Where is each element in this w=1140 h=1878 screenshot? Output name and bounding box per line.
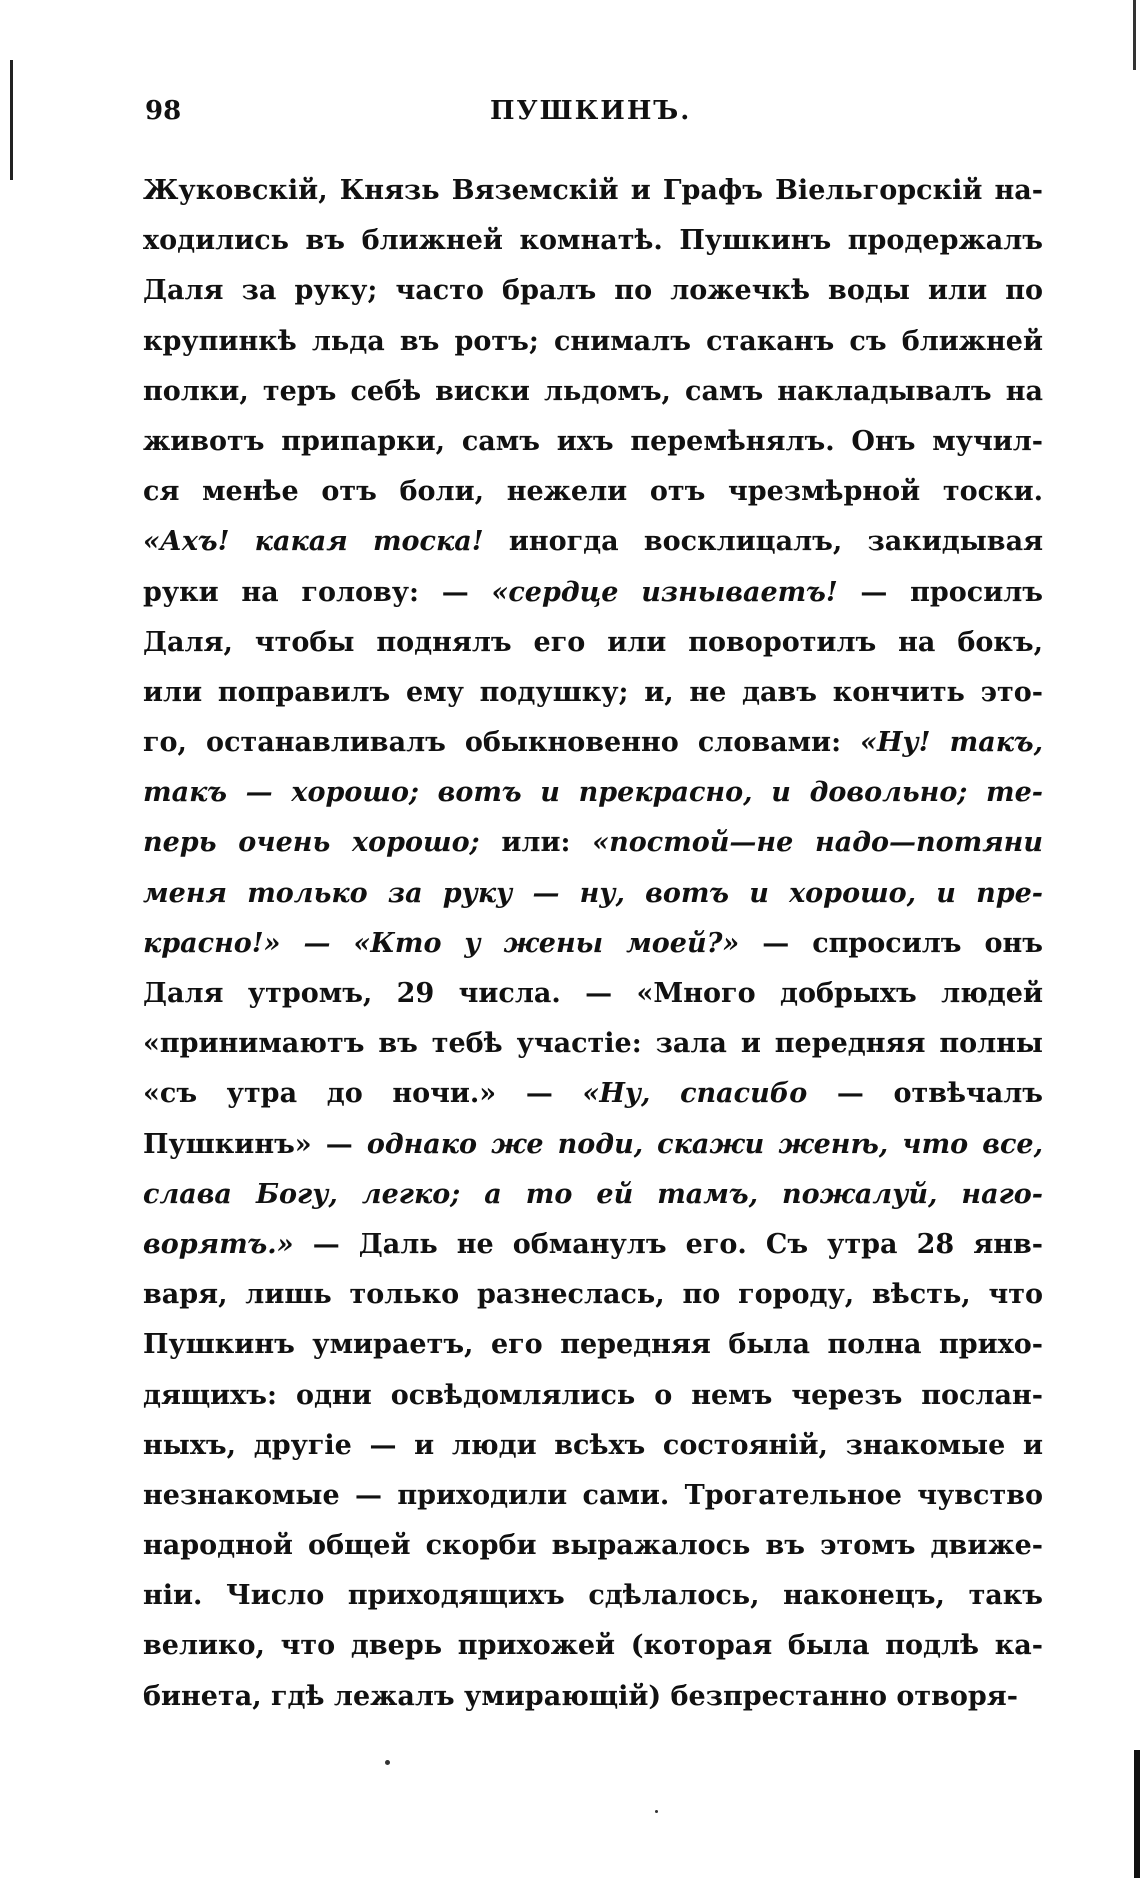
text-line [143, 919, 1043, 969]
text-run: Пушкинъ умираетъ, его передняя была полна прихо- [143, 1329, 1043, 1361]
text-line [143, 1621, 1043, 1671]
text-run: «съ утра до ночи.» — [143, 1078, 583, 1110]
italic-text-run: «сердце изнываетъ! [491, 576, 838, 608]
text-line [143, 216, 1043, 266]
text-run: ніи. Число приходящихъ сдѣлалось, наконецъ, такъ [143, 1580, 1043, 1612]
text-run: велико, что дверь прихожей (которая была подлѣ ка- [143, 1630, 1043, 1662]
text-line [143, 718, 1043, 768]
text-line [143, 1471, 1043, 1521]
text-run: бинета, гдѣ лежалъ умирающій) безпрестанно отворя- [143, 1680, 1018, 1712]
text-run: незнакомые — приходили сами. Трогательное чувство [143, 1479, 1043, 1511]
scan-speck [385, 1760, 390, 1765]
text-run: дящихъ: одни освѣдомлялись о немъ черезъ послан- [143, 1379, 1043, 1411]
text-line [143, 266, 1043, 316]
text-run: го, останавливалъ обыкновенно словами: [143, 727, 861, 759]
text-run: или поправилъ ему подушку; и, не давъ кончить это- [143, 676, 1043, 708]
text-run: Жуковскій, Князь Вяземскій и Графъ Віельгорскій на- [143, 175, 1043, 206]
text-line [143, 618, 1043, 668]
italic-text-run: «Ну! такъ, [860, 727, 1043, 759]
text-run: ся менѣе отъ боли, нежели отъ чрезмѣрной тоски. [143, 476, 1043, 508]
text-line [143, 1320, 1043, 1370]
italic-text-run: красно!» — «Кто у жены моей?» [143, 927, 740, 959]
text-run: «принимаютъ въ тебѣ участіе: зала и передняя полны [143, 1028, 1043, 1060]
text-run: — отвѣчалъ [807, 1078, 1043, 1110]
text-line [143, 367, 1043, 417]
italic-text-run: меня только за руку — ну, вотъ и хорошо, и пре- [143, 877, 1043, 909]
text-run: — спросилъ онъ [739, 927, 1043, 959]
text-line [143, 517, 1043, 567]
text-run: — просилъ [837, 576, 1043, 608]
text-run: руки на голову: — [143, 576, 492, 608]
text-line [143, 1571, 1043, 1621]
text-run: — Даль не обманулъ его. Съ утра 28 янв- [293, 1228, 1043, 1260]
text-run: Даля за руку; часто бралъ по ложечкѣ воды или по [143, 275, 1043, 307]
text-line [143, 1371, 1043, 1421]
italic-text-run: «Ахъ! какая тоска! [143, 526, 484, 558]
text-run: или: [479, 827, 593, 859]
text-run: варя, лишь только разнеслась, по городу, вѣсть, что [143, 1279, 1043, 1311]
italic-text-run: «Ну, спасибо [582, 1078, 808, 1110]
body-text [143, 166, 1043, 1722]
scan-edge-right [1134, 1750, 1140, 1878]
text-line [143, 1672, 1043, 1722]
text-run: иногда восклицалъ, закидывая [483, 526, 1043, 558]
italic-text-run: однако же поди, скажи женѣ, что все, [366, 1128, 1043, 1160]
text-run: Даля, чтобы поднялъ его или поворотилъ на бокъ, [143, 626, 1043, 658]
text-line [143, 1220, 1043, 1270]
text-line [143, 568, 1043, 618]
italic-text-run: «постой—не надо—потяни [592, 827, 1043, 859]
text-line [143, 668, 1043, 718]
scan-speck [655, 1810, 658, 1813]
text-run: полки, теръ себѣ виски льдомъ, самъ накладывалъ на [143, 375, 1043, 407]
text-line [143, 417, 1043, 467]
page-header [145, 96, 1045, 136]
italic-text-run: слава Богу, легко; а то ей тамъ, пожалуй, наго- [143, 1178, 1043, 1210]
text-line [143, 1120, 1043, 1170]
text-run: животъ припарки, самъ ихъ перемѣнялъ. Онъ мучил- [143, 425, 1043, 457]
text-line [143, 1170, 1043, 1220]
text-line [143, 768, 1043, 818]
text-line [143, 1521, 1043, 1571]
italic-text-run: ворятъ.» [143, 1228, 294, 1260]
text-line [143, 869, 1043, 919]
text-line [143, 1270, 1043, 1320]
scan-edge-right-top [1133, 0, 1136, 70]
text-run: Пушкинъ» — [143, 1128, 367, 1160]
text-line [143, 1019, 1043, 1069]
running-head: ПУШКИНЪ. [490, 96, 692, 126]
text-line [143, 969, 1043, 1019]
italic-text-run: такъ — хорошо; вотъ и прекрасно, и довольно; те- [143, 777, 1043, 809]
page-number: 98 [145, 96, 182, 126]
text-run: ныхъ, другіе — и люди всѣхъ состояній, знакомые и [143, 1429, 1043, 1461]
text-line [143, 818, 1043, 868]
text-line [143, 467, 1043, 517]
text-line [143, 1421, 1043, 1471]
italic-text-run: перь очень хорошо; [143, 827, 480, 859]
text-run: народной общей скорби выражалось въ этомъ движе- [143, 1530, 1043, 1562]
text-run: ходились въ ближней комнатѣ. Пушкинъ продержалъ [143, 225, 1043, 257]
scan-edge-left [10, 60, 13, 180]
text-run: крупинкѣ льда въ ротъ; снималъ стаканъ съ ближней [143, 325, 1043, 357]
text-line [143, 1069, 1043, 1119]
text-line [143, 317, 1043, 367]
text-run: Даля утромъ, 29 числа. — «Много добрыхъ людей [143, 978, 1043, 1009]
text-line [143, 166, 1043, 216]
